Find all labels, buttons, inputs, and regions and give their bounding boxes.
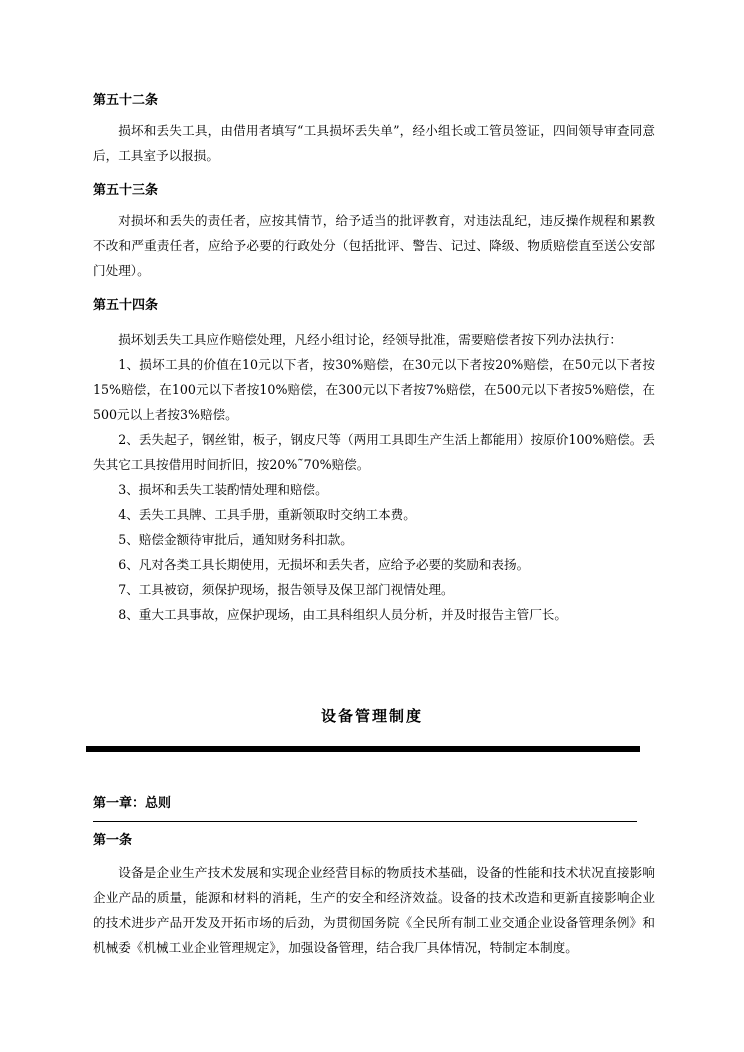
article-54-item-2: 2、丢失起子，钢丝钳，板子，钢皮尺等（两用工具即生产生活上都能用）按原价100%赔偿。丢失其它工具按借用时间折旧，按20%˜70%赔偿。 — [93, 432, 655, 472]
article-54-item-4: 4、丢失工具牌、工具手册，重新领取时交纳工本费。 — [118, 507, 416, 522]
section-title: 设备管理制度 — [320, 707, 423, 725]
article-54-item-3: 3、损坏和丢失工装酌情处理和赔偿。 — [118, 482, 328, 497]
article-54-item-6: 6、凡对各类工具长期使用，无损坏和丢失者，应给予必要的奖励和表扬。 — [118, 557, 530, 572]
article-54-item-1: 1、损坏工具的价值在10元以下者，按30%赔偿，在30元以下者按20%赔偿，在50元以下者按15%赔偿，在100元以下者按10%赔偿，在300元以下者按7%赔偿，在500元以下者按5%赔偿，在500元以上者按3%赔偿。 — [93, 357, 655, 422]
article-54-intro: 损坏划丢失工具应作赔偿处理，凡经小组讨论，经领导批准，需要赔偿者按下列办法执行： — [118, 332, 622, 347]
article-54-heading: 第五十四条 — [93, 298, 159, 313]
article-52-paragraph: 损坏和丢失工具，由借用者填写“工具损坏丢失单”，经小组长或工管员签证，四间领导审查同意后，工具室予以报损。 — [93, 123, 655, 163]
article-54-item-5: 5、赔偿金额待审批后，通知财务科扣款。 — [118, 532, 353, 547]
title-divider — [86, 746, 640, 752]
article-53-heading: 第五十三条 — [93, 183, 159, 198]
article-54-item-8: 8、重大工具事故，应保护现场，由工具科组织人员分析，并及时报告主管厂长。 — [118, 607, 567, 622]
article-1-heading: 第一条 — [93, 833, 133, 848]
chapter-heading: 第一章：总则 — [93, 796, 172, 811]
chapter-divider — [93, 821, 637, 822]
article-52-heading: 第五十二条 — [93, 93, 159, 108]
article-54-item-7: 7、工具被窃，须保护现场，报告领导及保卫部门视情处理。 — [118, 582, 454, 597]
article-1-paragraph: 设备是企业生产技术发展和实现企业经营目标的物质技术基础，设备的性能和技术状况直接影响企业产品的质量，能源和材料的消耗，生产的安全和经济效益。设备的技术改造和更新直接影响企业的技术进步产品开发及开拓市场的后劲，为贯彻国务院《全民所有制工业交通企业设备管理条例》和机械委《机械工业企业管理规定》，加强设备管理，结合我厂具体情况，特制定本制度。 — [93, 865, 655, 955]
article-53-paragraph: 对损坏和丢失的责任者，应按其情节，给予适当的批评教育，对违法乱纪，违反操作规程和累教不改和严重责任者，应给予必要的行政处分（包括批评、警告、记过、降级、物质赔偿直至送公安部门处理）。 — [93, 213, 655, 278]
